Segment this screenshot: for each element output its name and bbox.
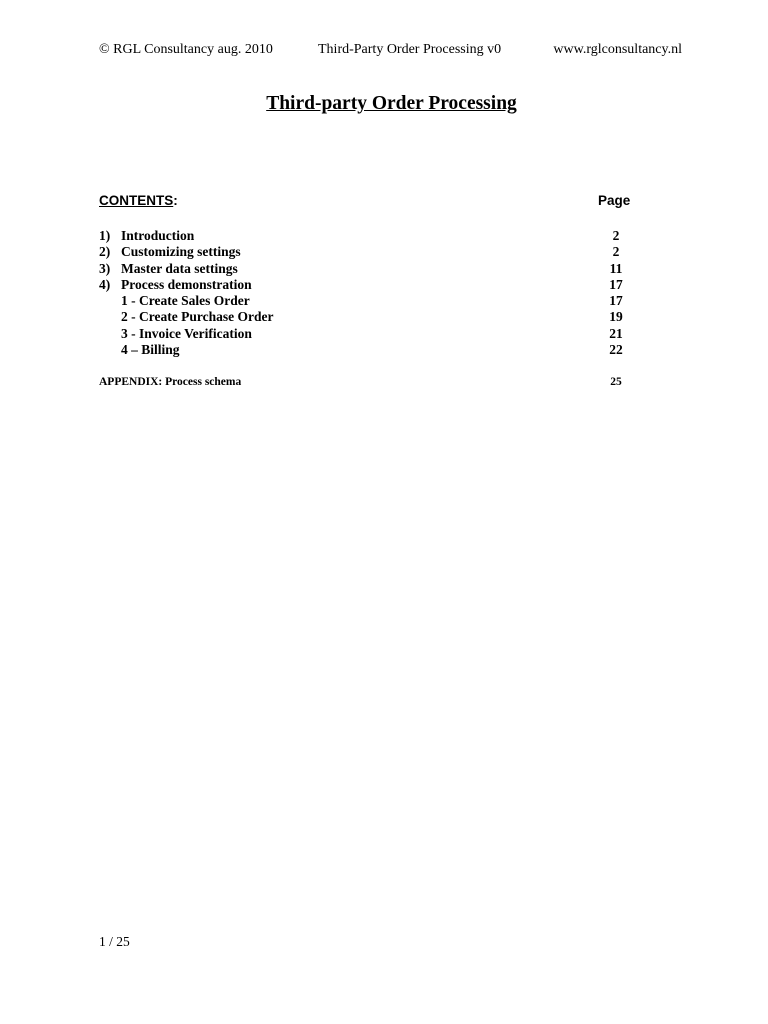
toc-appendix (99, 374, 639, 390)
toc-subitem (99, 342, 639, 358)
toc-item-page: 19 (609, 309, 623, 325)
toc-item-number: 1) (99, 228, 111, 243)
appendix-page: 25 (610, 376, 622, 388)
toc-subitem (99, 309, 639, 325)
contents-heading (99, 192, 178, 210)
toc-item (99, 228, 639, 244)
contents-heading-text: CONTENTS (99, 193, 174, 208)
toc-item-page: 2 (612, 244, 620, 260)
toc-item-label: 2 - Create Purchase Order (121, 309, 274, 325)
toc-item-page: 17 (609, 276, 623, 292)
toc-item-page: 17 (609, 293, 623, 309)
toc-item-number: 4) (99, 276, 111, 292)
toc-item-page: 22 (609, 342, 623, 358)
toc-item-number: 2) (99, 244, 111, 260)
toc-item-label: Process demonstration (121, 276, 252, 292)
toc-item (99, 244, 639, 260)
header-website: www.rglconsultancy.nl (553, 42, 682, 57)
toc-item-number: 3) (99, 260, 111, 276)
header-copyright: © RGL Consultancy aug. 2010 (99, 42, 273, 57)
toc-item-label: 3 - Invoice Verification (121, 325, 252, 341)
contents-heading-colon: : (173, 193, 178, 208)
appendix-label: APPENDIX: Process schema (99, 376, 242, 388)
toc-item-page: 2 (612, 228, 620, 243)
header-document-name: Third-Party Order Processing v0 (318, 42, 502, 57)
toc-item-page: 11 (609, 260, 623, 276)
document-title: Third-party Order Processing (266, 93, 517, 114)
table-of-contents (99, 228, 639, 358)
toc-item-label: 4 – Billing (121, 342, 180, 358)
toc-item-label: 1 - Create Sales Order (121, 293, 250, 309)
toc-item (99, 261, 639, 277)
toc-item (99, 277, 639, 293)
toc-item-label: Master data settings (121, 260, 238, 276)
toc-item-label: Introduction (121, 228, 195, 243)
toc-item-label: Customizing settings (121, 244, 241, 260)
page-number-footer: 1 / 25 (99, 934, 130, 949)
page-column-heading: Page (598, 193, 631, 208)
toc-item-page: 21 (609, 325, 623, 341)
toc-subitem (99, 293, 639, 309)
page-header (99, 41, 682, 59)
toc-subitem (99, 326, 639, 342)
